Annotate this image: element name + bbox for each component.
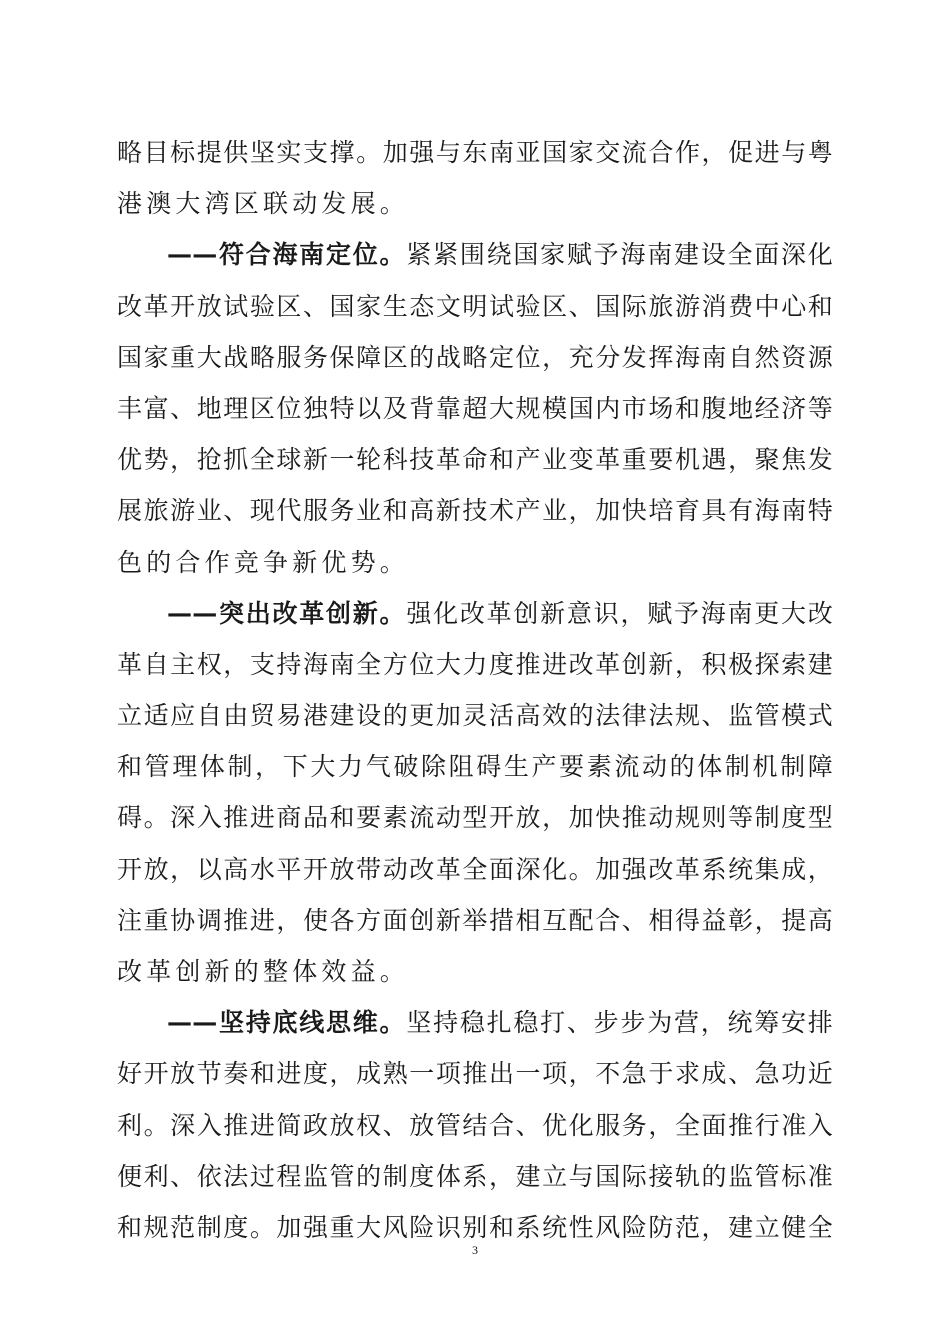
text-line: 展旅游业、现代服务业和高新技术产业，加快培育具有海南特: [117, 496, 833, 526]
section-first-line: [117, 229, 833, 280]
body-text: [117, 127, 833, 1253]
section-heading: ——坚持底线思维。: [167, 1008, 407, 1038]
page-number: 3: [472, 1243, 478, 1257]
text-line: 优势，抢抓全球新一轮科技革命和产业变革重要机遇，聚焦发: [117, 445, 833, 475]
text-line: 碍。深入推进商品和要素流动型开放，加快推动规则等制度型: [117, 803, 833, 833]
text-line: 好开放节奏和进度，成熟一项推出一项，不急于求成、急功近: [117, 1059, 833, 1089]
section-lead-text: 紧紧围绕国家赋予海南建设全面深化: [406, 240, 833, 270]
text-line: 丰富、地理区位独特以及背靠超大规模国内市场和腹地经济等: [117, 393, 833, 423]
section-heading: ——突出改革创新。: [167, 598, 407, 628]
text-line: 利。深入推进简政放权、放管结合、优化服务，全面推行准入: [117, 1110, 833, 1140]
section-first-line: [117, 588, 833, 639]
text-line: 便利、依法过程监管的制度体系，建立与国际接轨的监管标准: [117, 1161, 833, 1191]
text-line: 改革创新的整体效益。: [117, 957, 410, 986]
text-line: 革自主权，支持海南全方位大力度推进改革创新，积极探索建: [117, 649, 833, 679]
text-line: 立适应自由贸易港建设的更加灵活高效的法律法规、监管模式: [117, 701, 833, 731]
text-line: 国家重大战略服务保障区的战略定位，充分发挥海南自然资源: [117, 342, 833, 372]
text-line: 港澳大湾区联动发展。: [117, 189, 410, 219]
text-line: 注重协调推进，使各方面创新举措相互配合、相得益彰，提高: [117, 905, 833, 935]
text-line: 和管理体制，下大力气破除阻碍生产要素流动的体制机制障: [117, 752, 833, 782]
text-line: 色的合作竞争新优势。: [117, 547, 410, 577]
text-line: 改革开放试验区、国家生态文明试验区、国际旅游消费中心和: [117, 291, 833, 321]
section-first-line: [117, 997, 833, 1048]
text-line: 略目标提供坚实支撑。加强与东南亚国家交流合作，促进与粤: [117, 138, 833, 167]
section-heading: ——符合海南定位。: [167, 240, 407, 270]
section-lead-text: 强化改革创新意识，赋予海南更大改: [406, 598, 833, 628]
text-line: 开放，以高水平开放带动改革全面深化。加强改革系统集成，: [117, 854, 833, 884]
section-lead-text: 坚持稳扎稳打、步步为营，统筹安排: [406, 1008, 833, 1038]
text-line: 和规范制度。加强重大风险识别和系统性风险防范，建立健全: [117, 1212, 833, 1242]
